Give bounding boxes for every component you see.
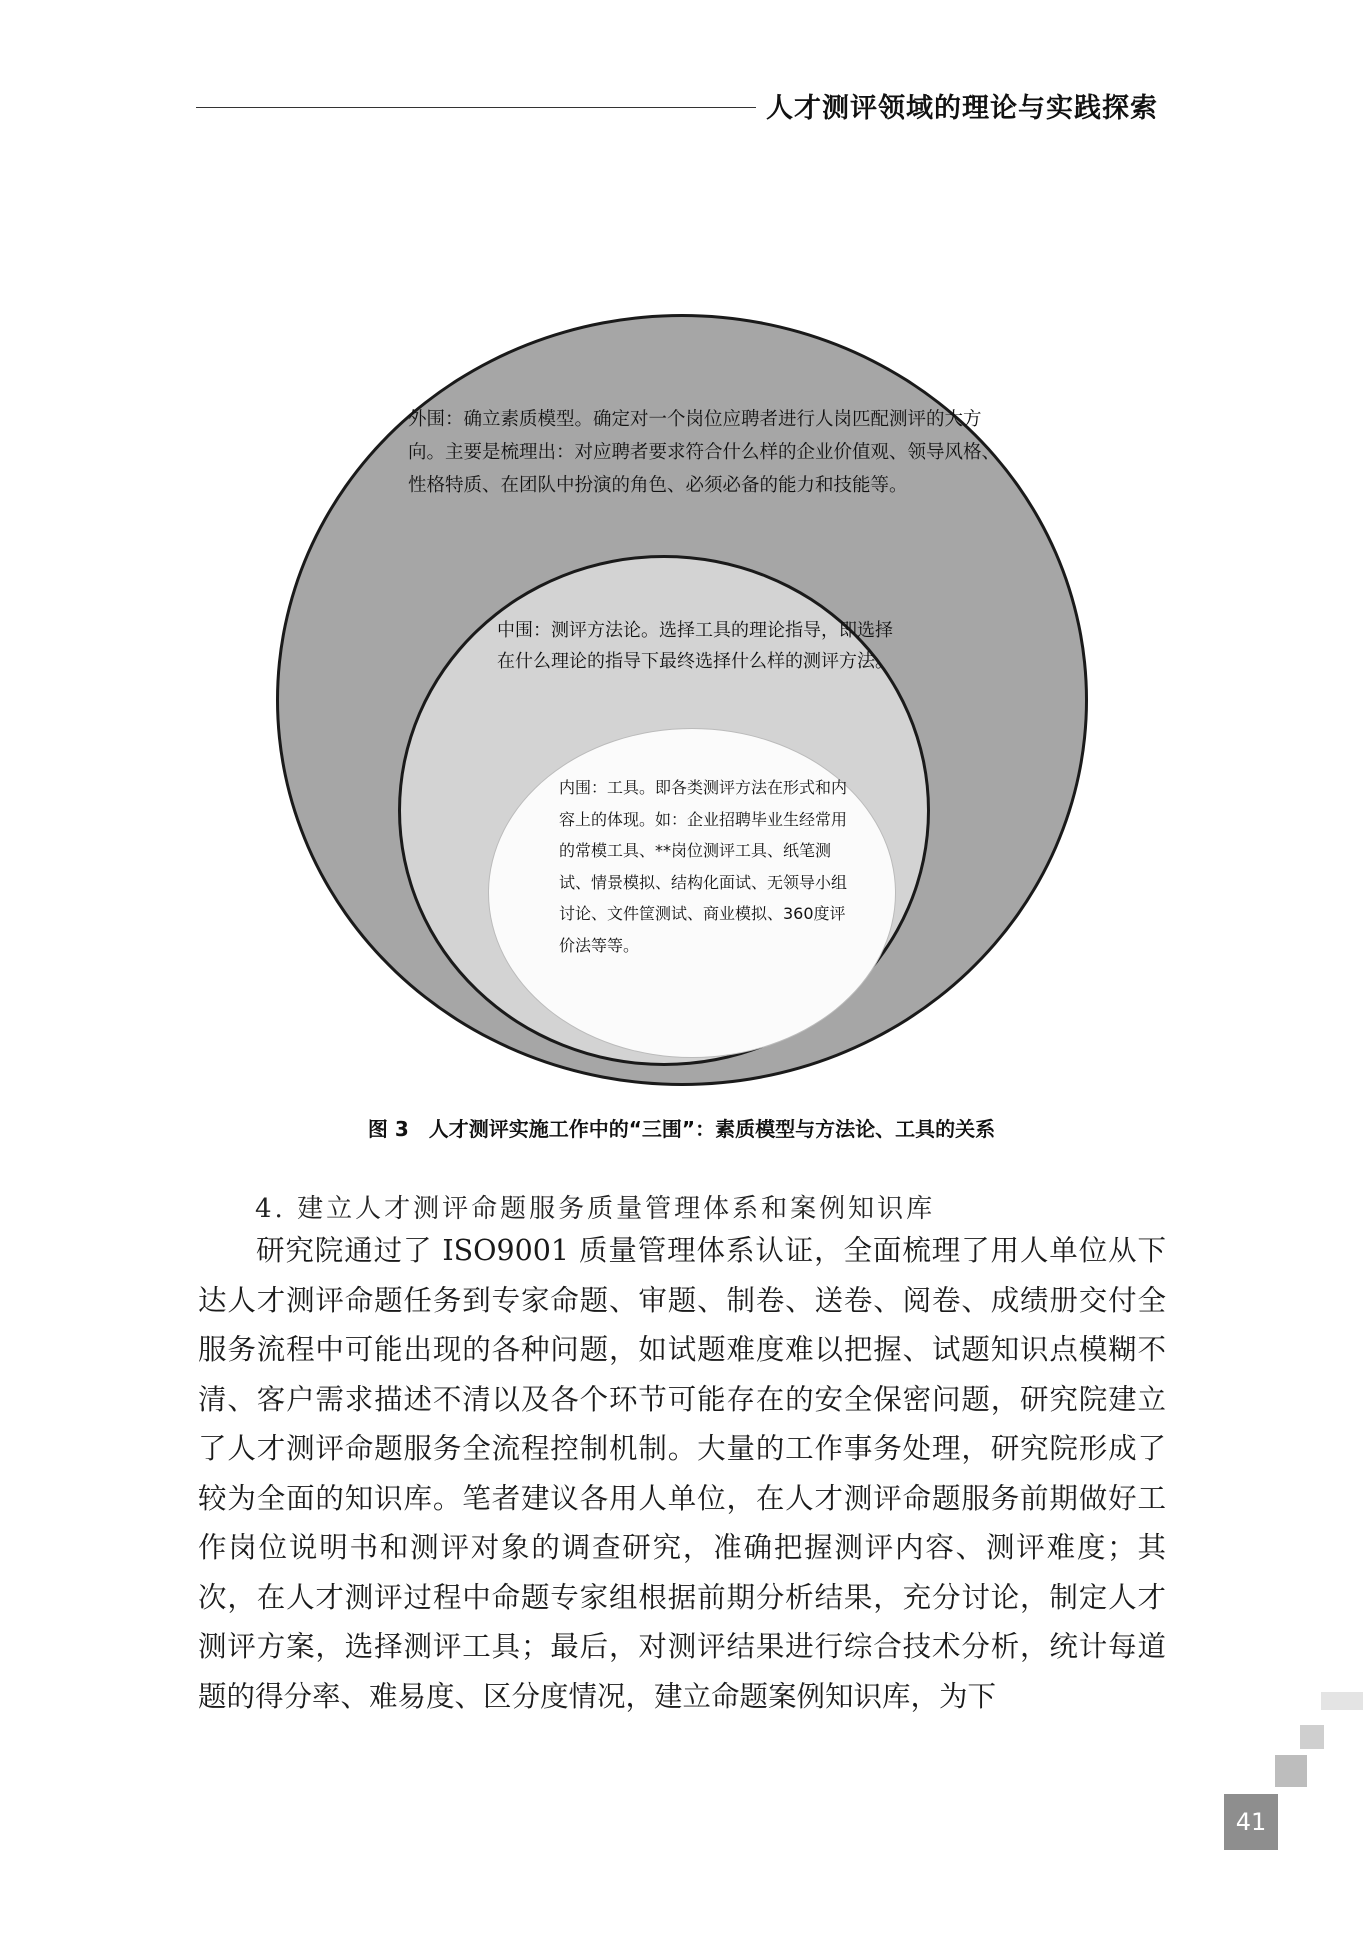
body-paragraph: 研究院通过了 ISO9001 质量管理体系认证，全面梳理了用人单位从下达人才测评命题任务到专家命题、审题、制卷、送卷、阅卷、成绩册交付全服务流程中可能出现的各种问题，如试题难度难以把握、试题知识点模糊不清、客户需求描述不清以及各个环节可能存在的安全保密问题，研究院建立了人才测评命题服务全流程控制机制。大量的工作事务处理，研究院形成了较为全面的知识库。笔者建议各用人单位，在人才测评命题服务前期做好工作岗位说明书和测评对象的调查研究，准确把握测评内容、测评难度；其次，在人才测评过程中命题专家组根据前期分析结果，充分讨论，制定人才测评方案，选择测评工具；最后，对测评结果进行综合技术分析，统计每道题的得分率、难易度、区分度情况，建立命题案例知识库，为下	[198, 1234, 1166, 1713]
section-heading: 4. 建立人才测评命题服务质量管理体系和案例知识库	[255, 1194, 936, 1224]
decor-square-2	[1300, 1725, 1324, 1749]
decor-square-3	[1275, 1755, 1307, 1787]
decor-square-1	[1321, 1692, 1363, 1710]
middle-circle-text: 中围：测评方法论。选择工具的理论指导，即选择在什么理论的指导下最终选择什么样的测评方法。	[497, 620, 893, 672]
inner-circle-text: 内围：工具。即各类测评方法在形式和内容上的体现。如：企业招聘毕业生经常用的常模工具、**岗位测评工具、纸笔测试、情景模拟、结构化面试、无领导小组讨论、文件筐测试、商业模拟、360度评价法等等。	[559, 778, 848, 955]
header-rule	[196, 107, 756, 108]
page-number: 41	[1224, 1794, 1278, 1850]
outer-circle-text: 外围：确立素质模型。确定对一个岗位应聘者进行人岗匹配测评的大方向。主要是梳理出：对应聘者要求符合什么样的企业价值观、领导风格、性格特质、在团队中扮演的角色、必须必备的能力和技能等。	[408, 409, 1001, 496]
body-text	[198, 1226, 1166, 1721]
figure-caption: 图 3 人才测评实施工作中的“三围”：素质模型与方法论、工具的关系	[367, 1117, 996, 1141]
running-title: 人才测评领域的理论与实践探索	[766, 93, 1158, 124]
